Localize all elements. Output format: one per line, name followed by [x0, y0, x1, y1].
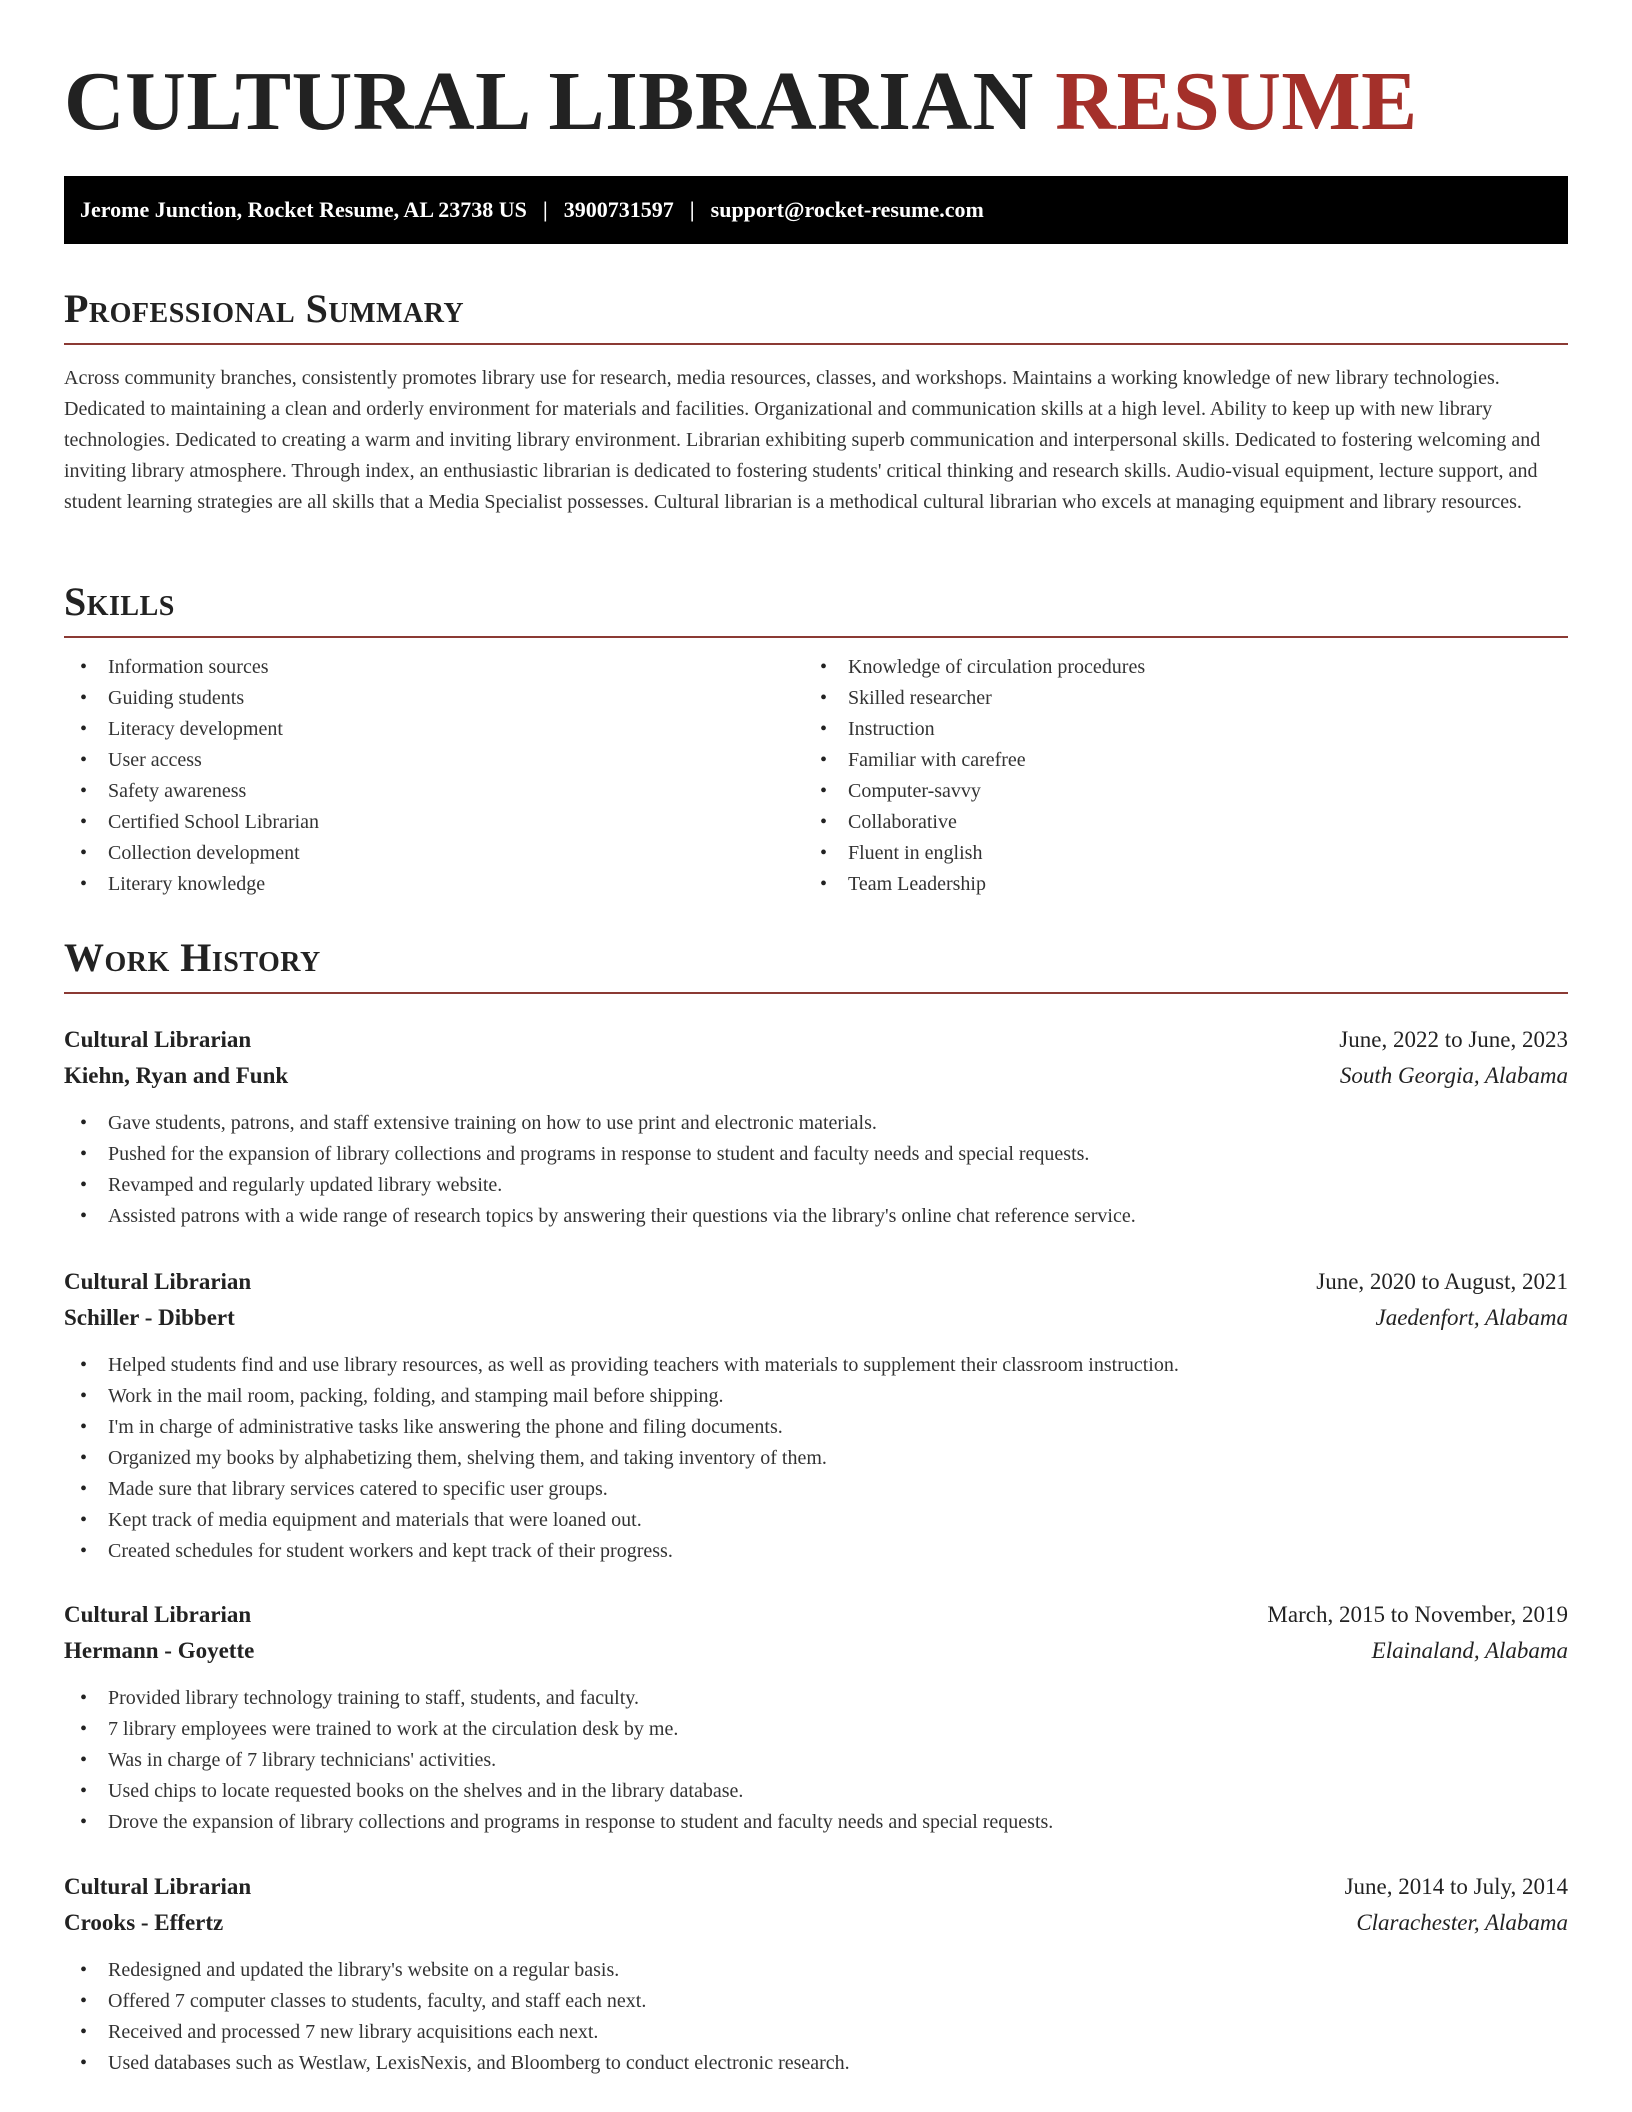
- skill-item: • Guiding students: [64, 683, 804, 714]
- contact-separator: |: [542, 197, 548, 222]
- job-duties: [64, 1350, 1568, 1567]
- skill-item: • Knowledge of circulation procedures: [804, 652, 1544, 683]
- job-company: Kiehn, Ryan and Funk: [64, 1063, 289, 1088]
- skill-item: • Skilled researcher: [804, 683, 1544, 714]
- duty-item: • Pushed for the expansion of library collections and programs in response to student and faculty needs and special requests.: [64, 1139, 1568, 1170]
- job-location: Elainaland, Alabama: [1371, 1638, 1568, 1663]
- job-company: Hermann - Goyette: [64, 1638, 255, 1663]
- job-title: Cultural Librarian: [64, 1269, 252, 1294]
- skill-item: • Familiar with carefree: [804, 745, 1544, 776]
- contact-phone: 3900731597: [563, 197, 674, 222]
- duty-item: • Work in the mail room, packing, folding, and stamping mail before shipping.: [64, 1381, 1568, 1412]
- skill-item: • Information sources: [64, 652, 804, 683]
- duty-item: • Kept track of media equipment and materials that were loaned out.: [64, 1505, 1568, 1536]
- contact-address: Jerome Junction, Rocket Resume, AL 23738 US: [80, 197, 527, 222]
- skill-item: • Literacy development: [64, 714, 804, 745]
- summary-text: Across community branches, consistently promotes library use for research, media resources, classes, and workshops. Maintains a working knowledge of new library technologies. Dedicated to maintaining a clean and orderly environment for materials and facilities. Organizational and communication skills at a high level. Ability to keep up with new library technologies. Dedicated to creating a warm and inviting library environment. Librarian exhibiting superb communication and interpersonal skills. Dedicated to fostering welcoming and inviting library atmosphere. Through index, an enthusiastic librarian is dedicated to fostering students' critical thinking and research skills. Audio-visual equipment, lecture support, and student learning strategies are all skills that a Media Specialist possesses. Cultural librarian is a methodical cultural librarian who excels at managing equipment and library resources.: [64, 367, 1541, 513]
- job-entry: [64, 1597, 1568, 1838]
- job-duties: [64, 1955, 1568, 2079]
- duty-item: • Received and processed 7 new library acquisitions each next.: [64, 2017, 1568, 2048]
- skill-item: • Fluent in english: [804, 838, 1544, 869]
- duty-item: • 7 library employees were trained to work at the circulation desk by me.: [64, 1714, 1568, 1745]
- duty-item: • Helped students find and use library resources, as well as providing teachers with materials to supplement their classroom instruction.: [64, 1350, 1568, 1381]
- duty-item: • Made sure that library services catered to specific user groups.: [64, 1474, 1568, 1505]
- skill-item: • Computer-savvy: [804, 776, 1544, 807]
- skills-column-right: [804, 652, 1544, 900]
- duty-item: • Created schedules for student workers and kept track of their progress.: [64, 1536, 1568, 1567]
- duty-item: • Used databases such as Westlaw, LexisNexis, and Bloomberg to conduct electronic research.: [64, 2048, 1568, 2079]
- duty-item: • Assisted patrons with a wide range of research topics by answering their questions via the library's online chat reference service.: [64, 1201, 1568, 1232]
- job-title: Cultural Librarian: [64, 1602, 252, 1627]
- duty-item: • Offered 7 computer classes to students, faculty, and staff each next.: [64, 1986, 1568, 2017]
- job-dates: June, 2014 to July, 2014: [1344, 1874, 1568, 1899]
- job-location: Jaedenfort, Alabama: [1375, 1305, 1568, 1330]
- job-dates: March, 2015 to November, 2019: [1267, 1602, 1568, 1627]
- skill-item: • Collection development: [64, 838, 804, 869]
- duty-item: • I'm in charge of administrative tasks like answering the phone and filing documents.: [64, 1412, 1568, 1443]
- title-main: CULTURAL LIBRARIAN: [64, 55, 1034, 148]
- job-dates: June, 2020 to August, 2021: [1316, 1269, 1568, 1294]
- skill-item: • Safety awareness: [64, 776, 804, 807]
- duty-item: • Was in charge of 7 library technicians' activities.: [64, 1745, 1568, 1776]
- job-duties: [64, 1683, 1568, 1838]
- duty-item: • Provided library technology training to staff, students, and faculty.: [64, 1683, 1568, 1714]
- summary-section: [64, 285, 1568, 518]
- job-location: South Georgia, Alabama: [1339, 1063, 1568, 1088]
- title-accent: RESUME: [1055, 55, 1418, 148]
- work-history-section: [64, 934, 1568, 994]
- contact-separator: |: [689, 197, 695, 222]
- job-company: Crooks - Effertz: [64, 1910, 224, 1935]
- skill-item: • Literary knowledge: [64, 869, 804, 900]
- skill-item: • Certified School Librarian: [64, 807, 804, 838]
- skill-item: • Team Leadership: [804, 869, 1544, 900]
- section-heading: Work History: [64, 934, 1568, 994]
- job-entry: [64, 1022, 1568, 1232]
- duty-item: • Redesigned and updated the library's website on a regular basis.: [64, 1955, 1568, 1986]
- skills-section: [64, 578, 1568, 900]
- duty-item: • Organized my books by alphabetizing them, shelving them, and taking inventory of them.: [64, 1443, 1568, 1474]
- job-entry: [64, 1264, 1568, 1567]
- skill-item: • Instruction: [804, 714, 1544, 745]
- duty-item: • Drove the expansion of library collections and programs in response to student and faculty needs and special requests.: [64, 1807, 1568, 1838]
- skill-item: • User access: [64, 745, 804, 776]
- job-location: Clarachester, Alabama: [1356, 1910, 1568, 1935]
- contact-bar: [64, 176, 1568, 244]
- job-dates: June, 2022 to June, 2023: [1339, 1027, 1568, 1052]
- duty-item: • Revamped and regularly updated library website.: [64, 1170, 1568, 1201]
- job-title: Cultural Librarian: [64, 1027, 252, 1052]
- resume-title: [64, 52, 1418, 153]
- job-company: Schiller - Dibbert: [64, 1305, 235, 1330]
- job-duties: [64, 1108, 1568, 1232]
- job-entry: [64, 1869, 1568, 2079]
- skill-item: • Collaborative: [804, 807, 1544, 838]
- skills-list: [64, 652, 1568, 900]
- job-title: Cultural Librarian: [64, 1874, 252, 1899]
- section-heading: Skills: [64, 578, 1568, 638]
- duty-item: • Gave students, patrons, and staff extensive training on how to use print and electronic materials.: [64, 1108, 1568, 1139]
- duty-item: • Used chips to locate requested books on the shelves and in the library database.: [64, 1776, 1568, 1807]
- skills-column-left: [64, 652, 804, 900]
- contact-email: support@rocket-resume.com: [710, 197, 984, 222]
- section-heading: Professional Summary: [64, 285, 1568, 345]
